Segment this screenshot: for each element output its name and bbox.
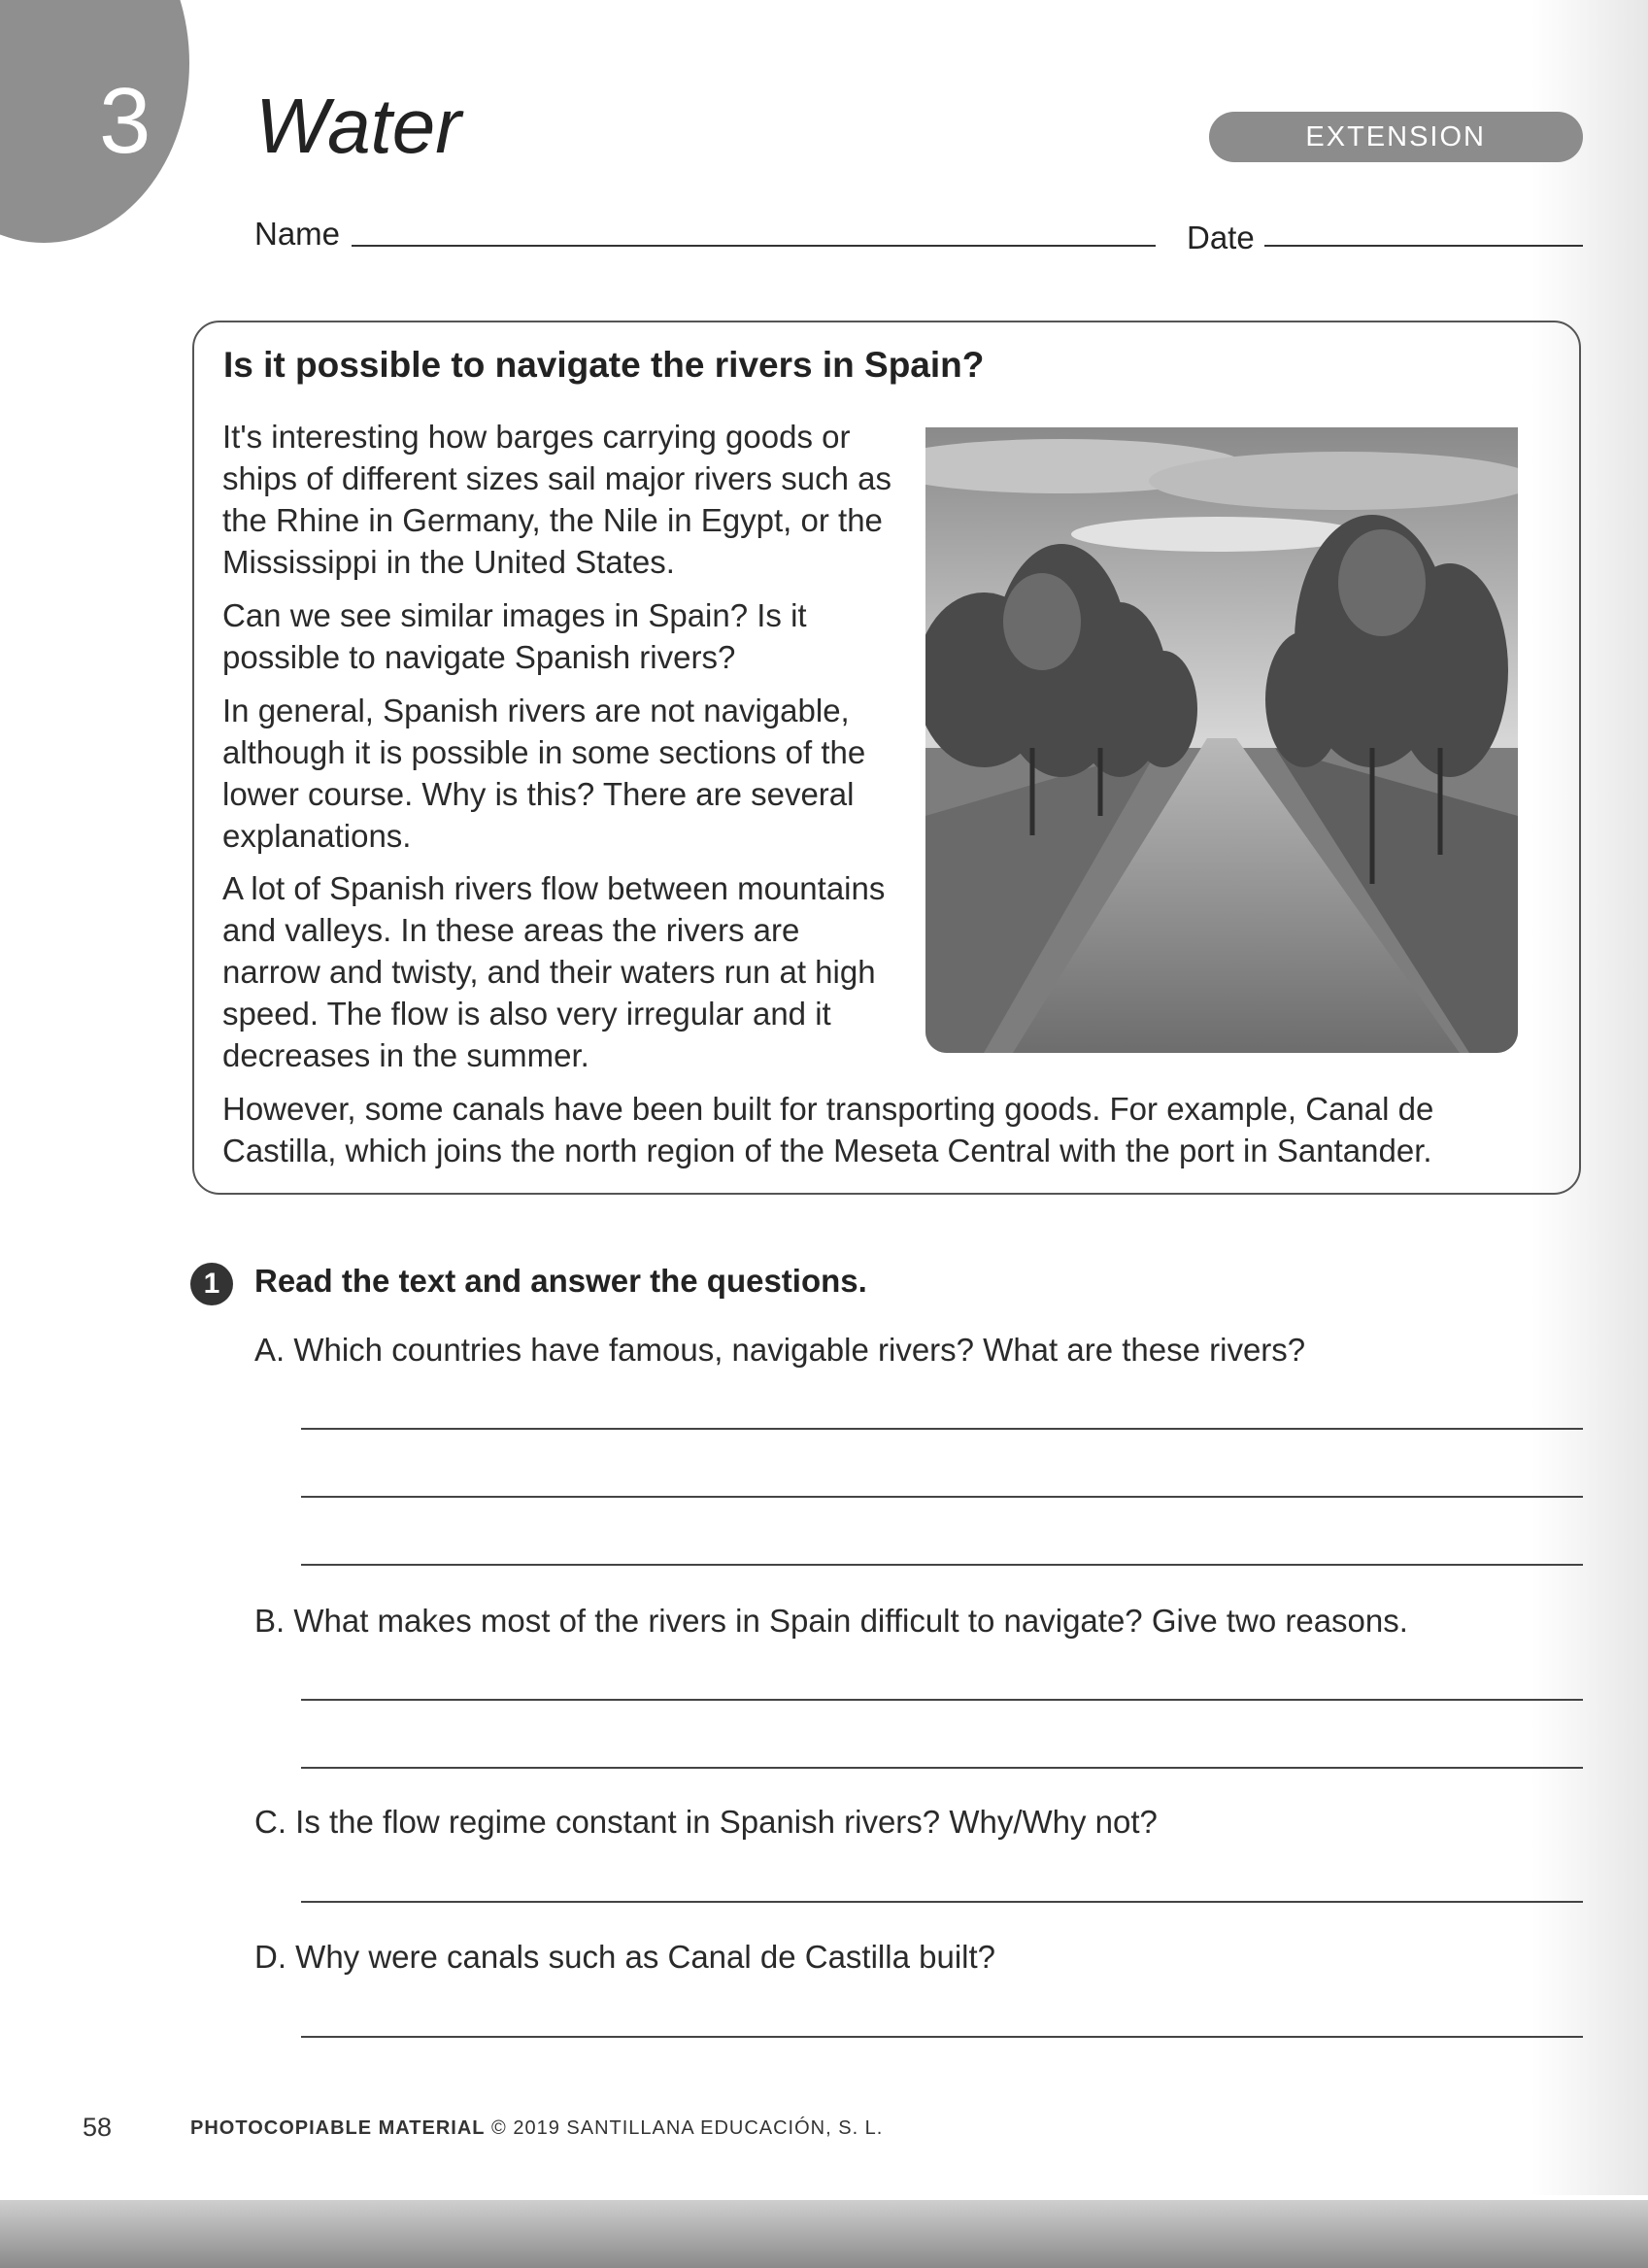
scan-bottom-edge xyxy=(0,2200,1648,2268)
answer-line[interactable] xyxy=(301,2036,1583,2038)
answer-line[interactable] xyxy=(301,1564,1583,1566)
answer-line[interactable] xyxy=(301,1901,1583,1903)
exercise-number: 1 xyxy=(190,1263,233,1305)
answer-line[interactable] xyxy=(301,1699,1583,1701)
name-field[interactable] xyxy=(352,245,1156,247)
reading-paragraph: Can we see similar images in Spain? Is it possible to navigate Spanish rivers? xyxy=(222,597,807,675)
reading-heading: Is it possible to navigate the rivers in Spain? xyxy=(223,345,985,385)
date-field[interactable] xyxy=(1264,245,1583,247)
reading-paragraph: It's interesting how barges carrying goods or ships of different sizes sail major rivers such as the Rhine in Germany, the Nile in Egypt, or the Mississippi in the United States. xyxy=(222,419,891,580)
canal-photo-illustration xyxy=(925,427,1518,1053)
page-title: Water xyxy=(255,83,461,169)
page-number: 58 xyxy=(83,2113,113,2142)
question-d: D. Why were canals such as Canal de Castilla built? xyxy=(254,1939,996,1975)
reading-paragraph: In general, Spanish rivers are not navigable, although it is possible in some sections of the lower course. Why is this? There are several explanations. xyxy=(222,693,866,854)
footer-label: PHOTOCOPIABLE MATERIAL xyxy=(190,2117,486,2139)
unit-number: 3 xyxy=(99,69,151,173)
question-c: C. Is the flow regime constant in Spanish rivers? Why/Why not? xyxy=(254,1804,1158,1840)
footer-copyright xyxy=(190,2117,883,2140)
question-b: B. What makes most of the rivers in Spain difficult to navigate? Give two reasons. xyxy=(254,1603,1408,1639)
extension-badge: EXTENSION xyxy=(1209,112,1583,162)
unit-badge-circle xyxy=(0,0,189,243)
answer-line[interactable] xyxy=(301,1428,1583,1430)
name-label: Name xyxy=(254,216,341,252)
exercise-instruction: Read the text and answer the questions. xyxy=(254,1263,867,1299)
question-a: A. Which countries have famous, navigable rivers? What are these rivers? xyxy=(254,1332,1306,1368)
answer-line[interactable] xyxy=(301,1496,1583,1498)
answer-line[interactable] xyxy=(301,1767,1583,1769)
reading-paragraph: A lot of Spanish rivers flow between mountains and valleys. In these areas the rivers are narrow and twisty, and their waters run at high speed. The flow is also very irregular and it decreases in the summer. xyxy=(222,870,886,1073)
footer-copyright-text: © 2019 SANTILLANA EDUCACIÓN, S. L. xyxy=(491,2117,884,2139)
canal-photo xyxy=(925,427,1518,1053)
reading-paragraph: However, some canals have been built for transporting goods. For example, Canal de Castilla, which joins the north region of the Meseta Central with the port in Santander. xyxy=(222,1091,1434,1168)
date-label: Date xyxy=(1187,220,1255,255)
